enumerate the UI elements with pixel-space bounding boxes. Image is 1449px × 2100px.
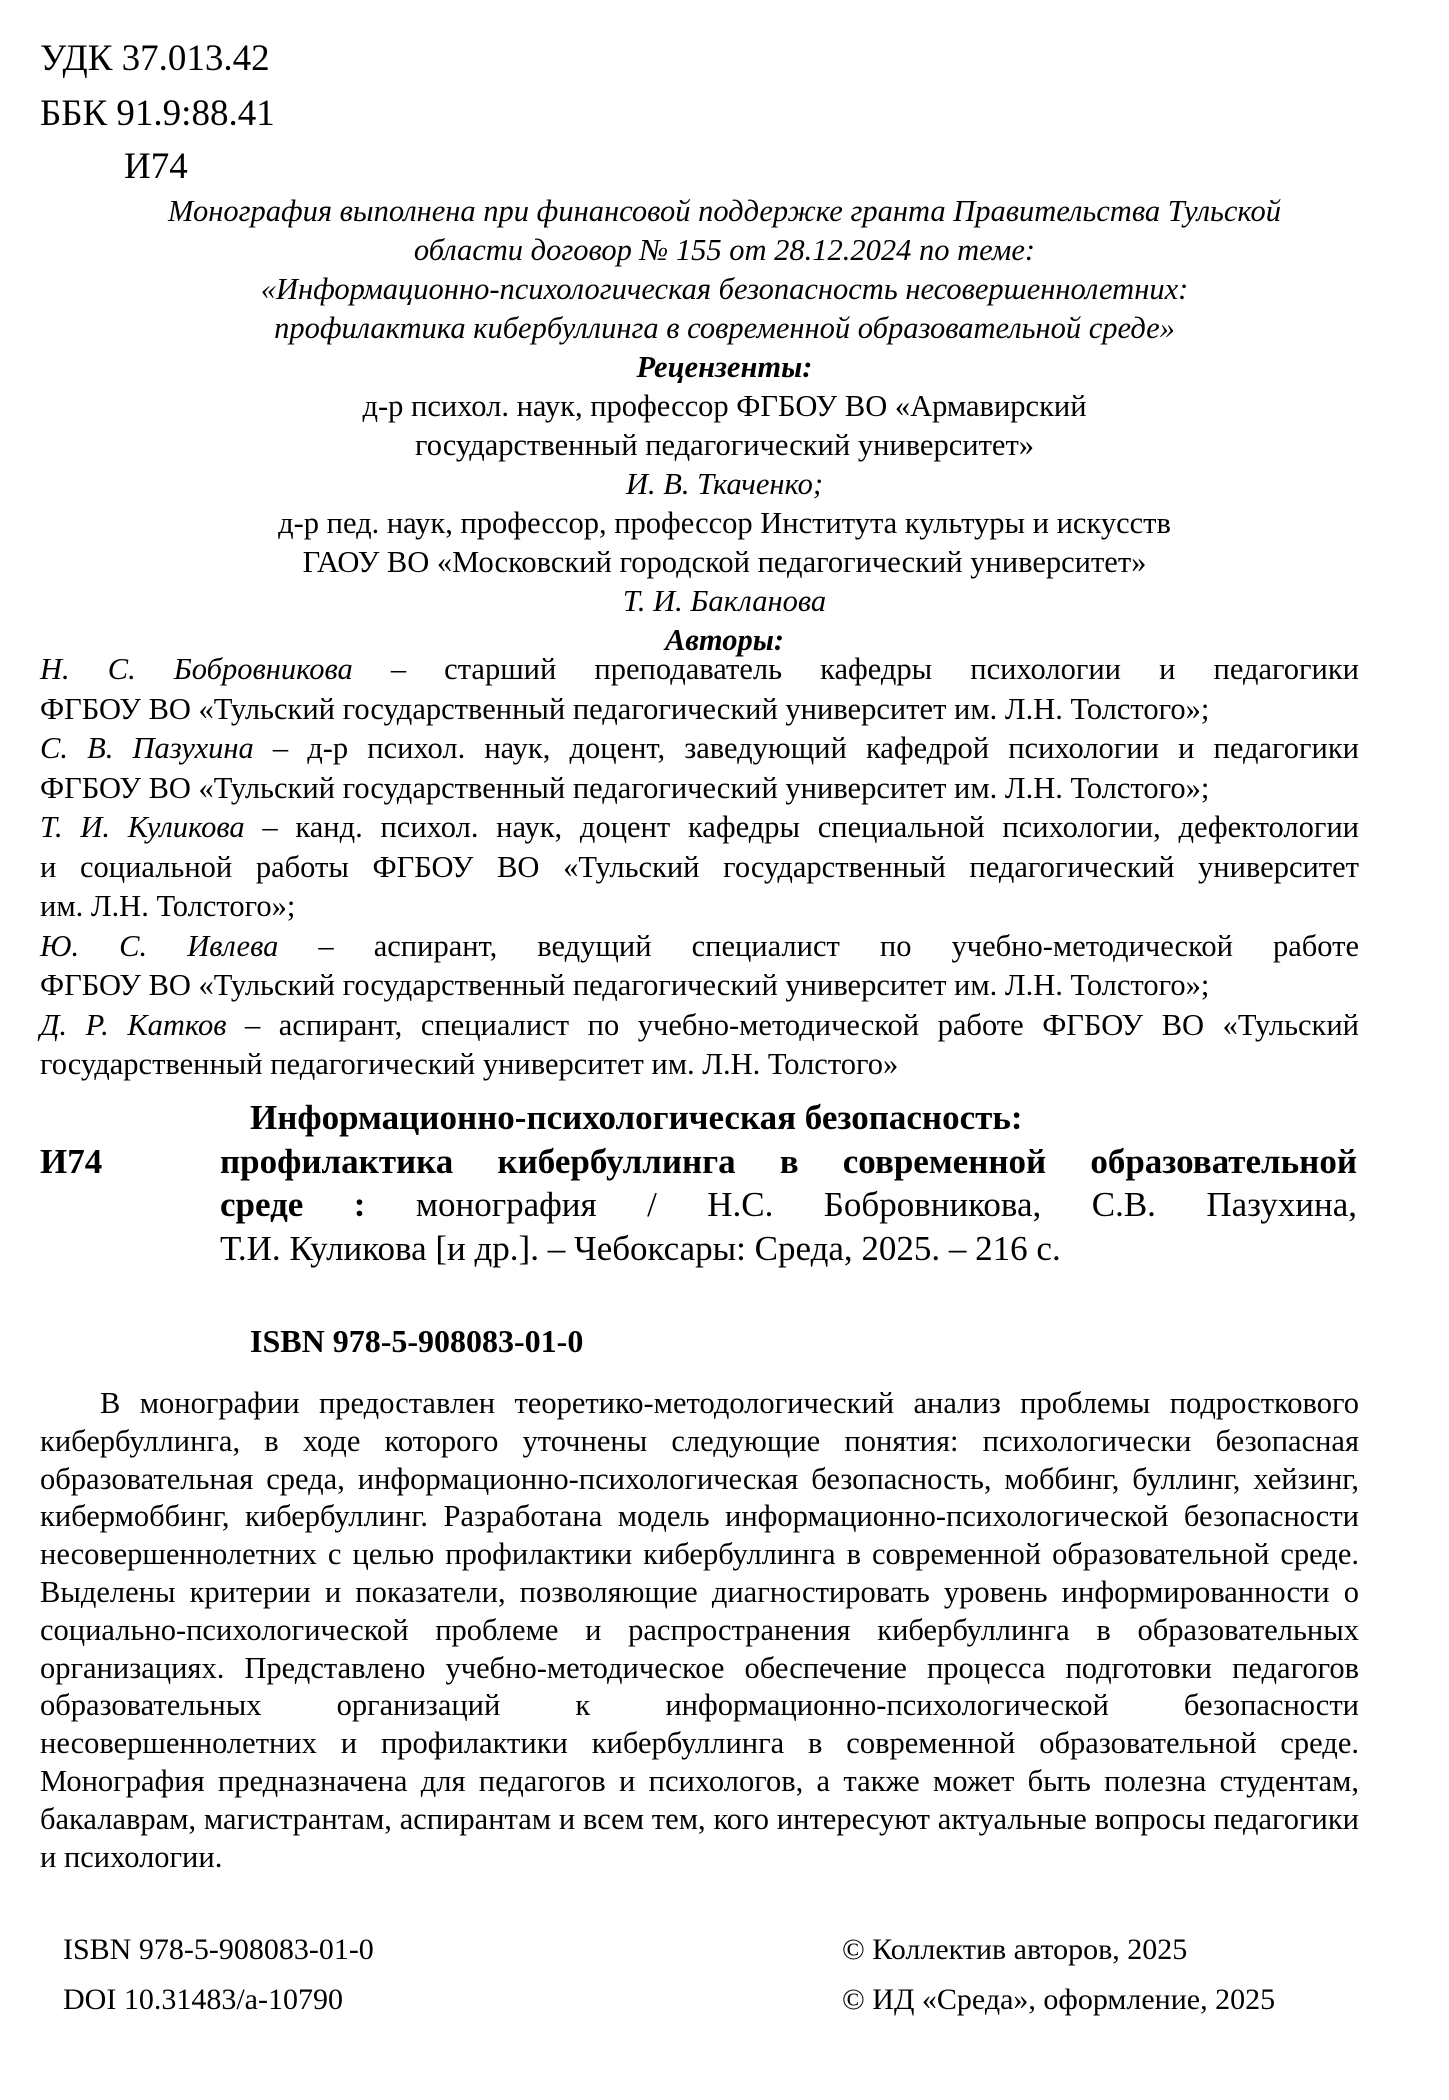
- grant-line-2: области договор № 155 от 28.12.2024 по теме:: [413, 233, 1036, 267]
- author-3-line-3: им. Л.Н. Толстого»;: [40, 889, 296, 923]
- author-1-line-1: Н. С. Бобровникова – старший преподаватель кафедры психологии и педагогики: [40, 652, 1359, 686]
- author-2-line-1: С. В. Пазухина – д-р психол. наук, доцент, заведующий кафедрой психологии и педагогики: [40, 731, 1359, 765]
- reviewer-1-name: И. В. Ткаченко;: [625, 467, 824, 501]
- bibliography-mark: И74: [40, 1142, 103, 1181]
- grant-line-1: Монография выполнена при финансовой поддержке гранта Правительства Тульской: [167, 194, 1282, 228]
- footer-doi: DOI 10.31483/a-10790: [63, 1983, 343, 2016]
- author-2-line-2: ФГБОУ ВО «Тульский государственный педагогический университет им. Л.Н. Толстого»;: [40, 770, 1210, 805]
- author-5-name: Д. Р. Катков: [40, 1007, 227, 1042]
- grant-line-3: «Информационно-психологическая безопасность несовершеннолетних:: [260, 272, 1189, 306]
- bbk-code: ББК 91.9:88.41: [40, 93, 275, 134]
- author-3-line-2: и социальной работы ФГБОУ ВО «Тульский государственный педагогический университет: [40, 849, 1359, 884]
- author-4-name: Ю. С. Ивлева: [40, 928, 279, 963]
- author-3-name: Т. И. Куликова: [40, 810, 245, 844]
- bibliographic-record: [220, 1096, 1357, 1270]
- grant-and-reviewers: [40, 192, 1409, 660]
- abstract-text: В монографии предоставлен теоретико-методологический анализ проблемы подросткового кибербуллинга, в ходе которого уточнены следующие понятия: психологически безопасная образовательная среда, информационно-психологическая безопасность, моббинг, буллинг, хейзинг, кибермоббинг, кибербуллинг. Разработана модель информационно-психологической безопасности несовершеннолетних с целью профилактики кибербуллинга в современной образовательной среде. Выделены критерии и показатели, позволяющие диагностировать уровень информированности о социально-психологической проблеме и распространения кибербуллинга в образовательных организациях. Представлено учебно-методическое обеспечение процесса подготовки педагогов образовательных организаций к информационно-психологической безопасности несовершеннолетних и профилактики кибербуллинга в современной образовательной среде. Монография предназначена для педагогов и психологов, а также может быть полезна студентам, бакалаврам, магистрантам, аспирантам и всем тем, кого интересуют актуальные вопросы педагогики и психологии.: [40, 1386, 1359, 1874]
- reviewer-1-line-1: д-р психол. наук, профессор ФГБОУ ВО «Армавирский: [362, 389, 1087, 423]
- authors-heading: Авторы:: [664, 623, 785, 657]
- author-1-line-2: ФГБОУ ВО «Тульский государственный педагогический университет им. Л.Н. Толстого»;: [40, 691, 1210, 726]
- bib-isbn: ISBN 978-5-908083-01-0: [250, 1323, 584, 1359]
- bib-line-3: среде : монография / Н.С. Бобровникова, С.В. Пазухина,: [220, 1185, 1357, 1224]
- author-5-line-1: Д. Р. Катков – аспирант, специалист по учебно-методической работе ФГБОУ ВО «Тульский: [40, 1007, 1360, 1042]
- authors-list: [40, 650, 1359, 1085]
- footer-isbn: ISBN 978-5-908083-01-0: [63, 1933, 374, 1966]
- grant-line-4: профилактика кибербуллинга в современной образовательной среде»: [274, 311, 1175, 345]
- author-5-line-2: государственный педагогический университет им. Л.Н. Толстого»: [40, 1047, 899, 1081]
- reviewer-2-line-2: ГАОУ ВО «Московский городской педагогический университет»: [302, 545, 1147, 579]
- udk-code: УДК 37.013.42: [40, 38, 270, 79]
- copyright-authors: © Коллектив авторов, 2025: [842, 1933, 1188, 1966]
- author-3-line-1: Т. И. Куликова – канд. психол. наук, доцент кафедры специальной психологии, дефектологии: [40, 810, 1359, 844]
- reviewer-2-name: Т. И. Бакланова: [622, 584, 827, 618]
- author-1-name: Н. С. Бобровникова: [40, 652, 353, 686]
- copyright-publisher: © ИД «Среда», оформление, 2025: [842, 1983, 1276, 2016]
- bib-line-4: Т.И. Куликова [и др.]. – Чебоксары: Среда, 2025. – 216 с.: [220, 1228, 1061, 1268]
- reviewer-1-line-2: государственный педагогический университет»: [414, 428, 1035, 462]
- author-mark: И74: [124, 146, 188, 187]
- reviewer-2-line-1: д-р пед. наук, профессор, профессор Института культуры и искусств: [278, 506, 1171, 540]
- author-4-line-1: Ю. С. Ивлева – аспирант, ведущий специалист по учебно-методической работе: [40, 928, 1359, 963]
- bib-title-line-2: профилактика кибербуллинга в современной образовательной: [220, 1141, 1357, 1181]
- reviewers-heading: Рецензенты:: [636, 350, 813, 384]
- author-4-line-2: ФГБОУ ВО «Тульский государственный педагогический университет им. Л.Н. Толстого»;: [40, 968, 1210, 1002]
- author-2-name: С. В. Пазухина: [40, 731, 254, 765]
- bib-title-line-1: Информационно-психологическая безопасность:: [250, 1098, 1023, 1137]
- abstract: [40, 1385, 1359, 1876]
